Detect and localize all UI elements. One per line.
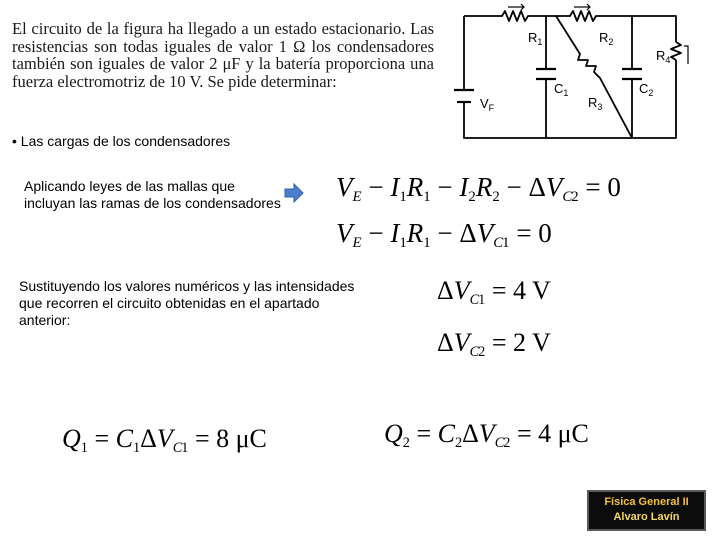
circuit-diagram xyxy=(444,2,692,142)
label-r3: $R_3$ xyxy=(588,95,603,112)
logo-course-title: Física General II xyxy=(604,496,689,508)
logo-author: Alvaro Lavín xyxy=(613,511,680,523)
label-c2: $C_2$ xyxy=(639,81,654,98)
equation-mesh-1: $V_E - I1R1 - I2R2 - \Delta V_C2 = 0$ xyxy=(336,172,621,206)
label-vf: $V_F$ xyxy=(480,96,495,113)
step-substitution: Sustituyendo los valores numéricos y las intensidades que recorren el circuito obtenidas en el apartado anterior: xyxy=(19,278,355,328)
bullet-question: • Las cargas de los condensadores xyxy=(12,133,231,149)
equation-q1: $Q1 = C1\Delta V_C1 = 8$ μC xyxy=(62,424,267,456)
equation-q2: $Q2 = C2\Delta V_C2 = 4$ μC xyxy=(384,419,589,451)
label-c1: $C_1$ xyxy=(554,81,569,98)
course-logo xyxy=(587,490,706,531)
step-mesh-laws: Aplicando leyes de las mallas que incluyan las ramas de los condensadores xyxy=(24,178,281,211)
label-r1: $R_1$ xyxy=(528,30,543,47)
equation-dv-c2: $\Delta V_C2 = 2$ V xyxy=(437,328,551,360)
problem-statement: El circuito de la figura ha llegado a un estado estacionario. Las resistencias son todas iguales de valor 1 Ω los condensadores también son iguales de valor 2 μF y la batería proporciona una fuerza electromotriz de 10 V. Se pide determinar: xyxy=(12,19,434,91)
equation-mesh-2: $V_E - I1R1 - \Delta V_C1 = 0$ xyxy=(336,218,552,252)
equation-dv-c1: $\Delta V_C1 = 4$ V xyxy=(437,276,551,308)
label-r2: $R_2$ xyxy=(599,30,614,47)
label-r4: $R_4$ xyxy=(656,48,671,65)
right-arrow-icon xyxy=(284,183,304,203)
